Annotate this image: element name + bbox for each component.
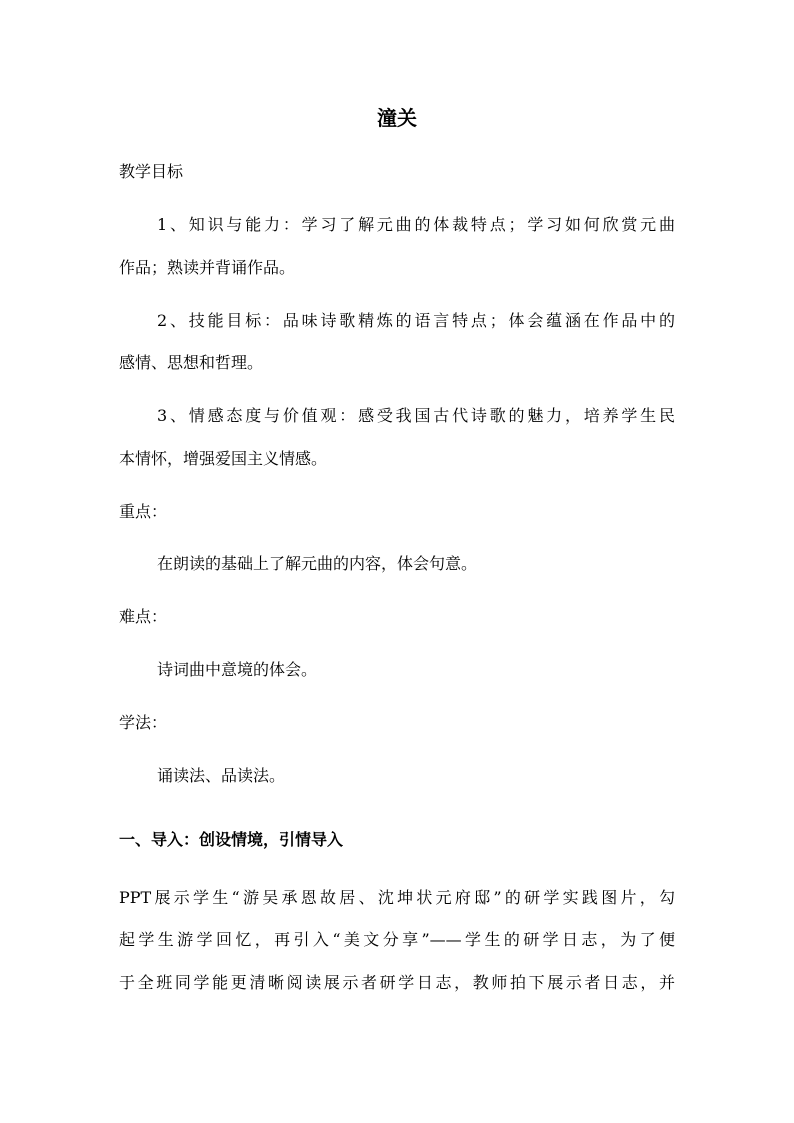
section-1-heading: 一、导入：创设情境，引情导入 (119, 830, 344, 849)
section-1-line-3: 于全班同学能更清晰阅读展示者研学日志，教师拍下展示者日志，并 (119, 973, 675, 992)
section-1-line-1: PPT展示学生“游吴承恩故居、沈坤状元府邸”的研学实践图片，勾 (119, 888, 675, 907)
objective-3-line-2: 本情怀，增强爱国主义情感。 (119, 449, 328, 468)
objective-1-line-2: 作品；熟读并背诵作品。 (119, 258, 296, 277)
key-point-heading: 重点： (119, 502, 168, 521)
method-text: 诵读法、品读法。 (157, 766, 286, 785)
method-heading: 学法： (119, 713, 168, 732)
document-title: 潼关 (377, 106, 417, 130)
objective-2-line-2: 感情、思想和哲理。 (119, 353, 264, 372)
section-1-line-2: 起学生游学回忆，再引入“美文分享”——学生的研学日志，为了便 (119, 930, 675, 949)
objective-2-line-1: 2、技能目标：品味诗歌精炼的语言特点；体会蕴涵在作品中的 (157, 311, 675, 330)
key-point-text: 在朗读的基础上了解元曲的内容，体会句意。 (157, 554, 478, 573)
objective-1-line-1: 1、知识与能力：学习了解元曲的体裁特点；学习如何欣赏元曲 (157, 215, 675, 234)
difficulty-text: 诗词曲中意境的体会。 (157, 660, 318, 679)
objectives-heading: 教学目标 (119, 162, 184, 181)
difficulty-heading: 难点： (119, 607, 168, 626)
objective-3-line-1: 3、情感态度与价值观：感受我国古代诗歌的魅力，培养学生民 (157, 406, 675, 425)
